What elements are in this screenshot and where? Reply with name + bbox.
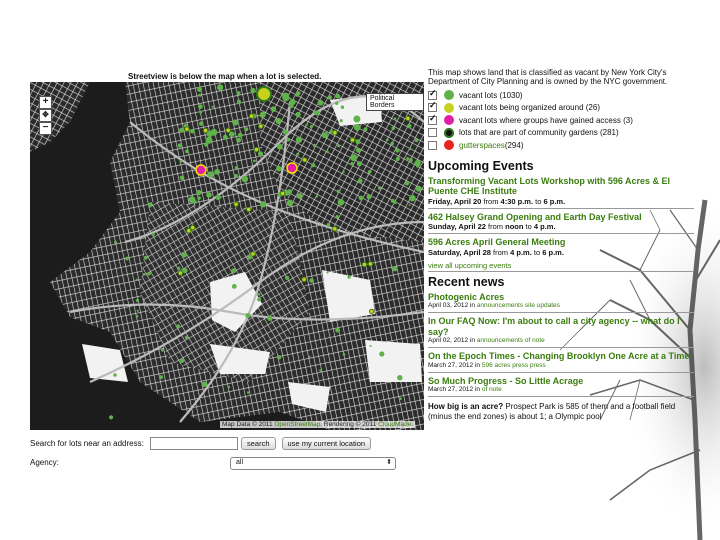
legend-label: vacant lots (1030) xyxy=(459,90,523,100)
vacant-lot-marker[interactable] xyxy=(335,94,340,99)
event-item xyxy=(428,176,694,209)
acre-text: Prospect Park is 585 of them and a football field (minus the end zones) is about 1; a Olympic pool xyxy=(428,402,676,421)
event-start: noon xyxy=(505,222,524,231)
event-from: from xyxy=(481,196,501,206)
vacant-lot-marker[interactable] xyxy=(217,84,223,90)
vacant-lot-marker[interactable] xyxy=(216,195,221,200)
zoom-in-button[interactable]: + xyxy=(39,96,52,109)
vacant-lot-marker[interactable] xyxy=(396,157,400,161)
vacant-lot-marker[interactable] xyxy=(136,279,138,281)
vacant-lot-marker[interactable] xyxy=(416,186,422,192)
vacant-lot-marker[interactable] xyxy=(367,194,372,199)
news-title-link[interactable]: So Much Progress - So Little Acrage xyxy=(428,375,584,386)
vacant-lot-marker[interactable] xyxy=(364,127,368,131)
news-item xyxy=(428,351,694,373)
legend-gutterspaces[interactable] xyxy=(428,139,694,152)
gutterspaces-link[interactable]: gutterspaces xyxy=(459,140,505,150)
vacant-lot-marker[interactable] xyxy=(305,124,308,127)
vacant-lot-marker[interactable] xyxy=(285,276,289,280)
vacant-lot-marker[interactable] xyxy=(286,138,290,142)
event-end: 6 p.m. xyxy=(543,196,566,206)
vacant-lot-marker[interactable] xyxy=(357,161,362,166)
yellow-dot-icon xyxy=(444,103,454,113)
agency-select[interactable] xyxy=(230,457,396,470)
vacant-lot-marker[interactable] xyxy=(267,316,272,321)
news-meta xyxy=(428,337,694,345)
map-description: This map shows land that is classified as vacant by New York City's Department of City Planning and is owned by the NYC government. xyxy=(428,68,668,86)
access-lot-marker[interactable] xyxy=(287,163,297,173)
select-arrows-icon: ⬍ xyxy=(386,459,392,466)
vacant-lot-marker[interactable] xyxy=(187,229,191,233)
legend-checkbox[interactable] xyxy=(428,116,437,125)
vacant-lot-marker[interactable] xyxy=(242,176,249,183)
news-date: March 27, 2012 xyxy=(428,386,474,393)
vacant-lot-marker[interactable] xyxy=(191,225,195,229)
vacant-lot-marker[interactable] xyxy=(178,271,182,275)
vacant-lot-marker[interactable] xyxy=(198,94,201,97)
vacant-lot-marker[interactable] xyxy=(333,227,337,231)
vacant-lot-marker[interactable] xyxy=(406,116,410,120)
vacant-lot-marker[interactable] xyxy=(180,359,184,363)
news-title-link[interactable]: In Our FAQ Now: I'm about to call a city agency -- what do I say? xyxy=(428,316,680,337)
news-meta xyxy=(428,386,694,394)
news-tag-link[interactable]: 596 acres press press xyxy=(481,361,546,369)
event-title-link[interactable]: 462 Halsey Grand Opening and Earth Day Festival xyxy=(428,211,642,222)
vacant-lot-marker[interactable] xyxy=(197,196,201,200)
vacant-lot-marker[interactable] xyxy=(277,355,281,359)
magenta-dot-icon xyxy=(444,115,454,125)
legend-community-gardens[interactable] xyxy=(428,127,694,140)
vacant-lot-marker[interactable] xyxy=(199,111,202,114)
view-all-events-link[interactable]: view all upcoming events xyxy=(428,260,512,270)
vacant-lot-marker[interactable] xyxy=(234,174,238,178)
legend-checkbox[interactable] xyxy=(428,128,437,137)
event-item xyxy=(428,212,694,235)
upcoming-events-heading: Upcoming Events xyxy=(428,158,534,173)
vacant-lot-marker[interactable] xyxy=(405,181,409,185)
vacant-lot-marker[interactable] xyxy=(392,266,397,271)
vacant-lot-marker[interactable] xyxy=(144,256,148,260)
news-meta xyxy=(428,362,694,370)
vacant-lot-marker[interactable] xyxy=(271,106,277,112)
vacant-lot-marker[interactable] xyxy=(316,195,318,197)
news-item xyxy=(428,292,694,314)
event-to: to xyxy=(523,222,534,231)
vacant-lot-marker[interactable] xyxy=(190,129,195,134)
vacant-lot-marker[interactable] xyxy=(328,95,332,99)
organized-lot-marker[interactable] xyxy=(257,87,271,101)
vacant-lot-marker[interactable] xyxy=(258,293,261,296)
vacant-lot-marker[interactable] xyxy=(211,129,218,136)
map-attribution xyxy=(220,421,415,428)
vacant-lot-marker[interactable] xyxy=(251,252,255,256)
vacant-lot-marker[interactable] xyxy=(356,139,361,144)
vacant-lot-marker[interactable] xyxy=(226,128,230,132)
news-meta xyxy=(428,302,694,310)
gutterspaces-count: (294) xyxy=(504,140,524,150)
vacant-lot-marker[interactable] xyxy=(350,162,354,166)
vacant-lot-marker[interactable] xyxy=(337,190,341,194)
vacant-lot-marker[interactable] xyxy=(342,171,344,173)
news-in: in xyxy=(473,361,482,369)
event-day: Friday, April 20 xyxy=(428,196,482,206)
event-end: 4 p.m. xyxy=(533,222,556,231)
green-dot-icon xyxy=(444,90,454,100)
event-to: to xyxy=(531,247,543,257)
vacant-lot-marker[interactable] xyxy=(238,133,243,138)
vacant-lot-marker[interactable] xyxy=(327,223,331,227)
dark-green-dot-icon xyxy=(444,128,454,138)
vacant-lot-marker[interactable] xyxy=(180,176,185,181)
news-tag-link[interactable]: announcements of note xyxy=(476,337,545,344)
vacant-lot-marker[interactable] xyxy=(325,132,328,135)
vacant-lot-marker[interactable] xyxy=(350,138,354,142)
news-in: in xyxy=(473,386,482,393)
event-date xyxy=(428,248,694,257)
vacant-lot-marker[interactable] xyxy=(199,121,203,125)
vacant-lot-marker[interactable] xyxy=(406,157,409,160)
vacant-lot-marker[interactable] xyxy=(247,207,251,211)
vacant-lot-marker[interactable] xyxy=(178,143,183,148)
vacant-lot-marker[interactable] xyxy=(235,166,238,169)
vacant-lot-marker[interactable] xyxy=(207,171,213,177)
use-current-location-button[interactable]: use my current location xyxy=(282,437,372,450)
vacant-lot-marker[interactable] xyxy=(249,114,253,118)
vacant-lot-marker[interactable] xyxy=(397,375,402,380)
vacant-lot-marker[interactable] xyxy=(407,124,412,129)
attribution-mid: . Rendering © 2011 xyxy=(320,421,379,428)
vacant-lot-marker[interactable] xyxy=(391,127,395,131)
vacant-lot-marker[interactable] xyxy=(232,133,235,136)
vacant-lot-marker[interactable] xyxy=(148,203,153,208)
vacant-lot-marker[interactable] xyxy=(287,200,294,207)
vacant-lot-marker[interactable] xyxy=(282,93,289,100)
vacant-lot-marker[interactable] xyxy=(415,139,419,143)
vacant-lot-marker[interactable] xyxy=(289,103,294,108)
vacant-lot-marker[interactable] xyxy=(350,154,357,161)
vacant-lot-marker[interactable] xyxy=(326,271,328,273)
legend-label: vacant lots being organized around (26) xyxy=(459,103,600,113)
vacant-lot-marker[interactable] xyxy=(399,397,402,400)
event-title-link[interactable]: Transforming Vacant Lots Workshop with 596 Acres & El Puente CHE Institute xyxy=(428,175,671,196)
sidebar xyxy=(428,66,694,422)
vacant-lot-marker[interactable] xyxy=(196,190,201,195)
search-button[interactable]: search xyxy=(241,437,276,450)
event-start: 4:30 p.m. xyxy=(500,196,534,206)
vacant-lot-marker[interactable] xyxy=(136,299,139,302)
vacant-lot-marker[interactable] xyxy=(203,128,207,132)
vacant-lot-marker[interactable] xyxy=(223,135,228,140)
vacant-lot-marker[interactable] xyxy=(109,415,113,419)
news-in: in xyxy=(468,337,477,344)
vacant-lot-marker[interactable] xyxy=(232,284,237,289)
vacant-lot-marker[interactable] xyxy=(409,158,413,162)
news-tag-link[interactable]: announcements site updates xyxy=(476,302,560,309)
red-dot-icon xyxy=(444,140,454,150)
vacant-lot-marker[interactable] xyxy=(193,200,197,204)
vacant-lot-marker[interactable] xyxy=(236,138,241,143)
vacant-lot-marker[interactable] xyxy=(250,88,255,93)
vacant-lot-marker[interactable] xyxy=(257,298,261,302)
attribution-end: . xyxy=(411,421,414,428)
vacant-lot-marker[interactable] xyxy=(359,196,364,201)
vacant-lot-marker[interactable] xyxy=(202,382,208,388)
vacant-lot-marker[interactable] xyxy=(340,119,343,122)
vacant-lot-marker[interactable] xyxy=(204,142,208,146)
legend-checkbox[interactable] xyxy=(428,141,437,150)
agency-selected-value: all xyxy=(236,459,244,466)
vacant-lot-marker[interactable] xyxy=(338,199,345,206)
event-from: from xyxy=(490,247,511,257)
vacant-lot-marker[interactable] xyxy=(214,169,220,175)
vacant-lot-marker[interactable] xyxy=(152,233,155,236)
vacant-lot-marker[interactable] xyxy=(335,328,340,333)
vacant-lot-marker[interactable] xyxy=(337,145,340,148)
event-to: to xyxy=(533,196,544,206)
vacant-lot-marker[interactable] xyxy=(362,262,366,266)
vacant-lot-marker[interactable] xyxy=(354,124,361,131)
vacant-lot-marker[interactable] xyxy=(177,267,180,270)
vacant-lot-marker[interactable] xyxy=(185,150,189,154)
legend-vacant-lots[interactable] xyxy=(428,89,694,102)
vacant-lot-marker[interactable] xyxy=(197,87,202,92)
vacant-lot-marker[interactable] xyxy=(386,139,389,142)
legend-checkbox[interactable] xyxy=(428,103,437,112)
vacant-lot-marker[interactable] xyxy=(296,153,299,156)
vacant-lot-marker[interactable] xyxy=(335,215,338,218)
political-borders-toggle[interactable]: Political Borders xyxy=(366,93,424,111)
vacant-lot-marker[interactable] xyxy=(356,148,361,153)
event-title-link[interactable]: 596 Acres April General Meeting xyxy=(428,237,566,247)
news-date: April 02, 2012 xyxy=(428,337,469,344)
search-row xyxy=(30,437,377,450)
vacant-lot-marker[interactable] xyxy=(343,353,346,356)
vacant-lot-marker[interactable] xyxy=(180,160,183,163)
zoom-out-button[interactable]: − xyxy=(39,122,52,135)
vacant-lot-marker[interactable] xyxy=(179,128,184,133)
cloudmade-link[interactable]: CloudMade xyxy=(378,421,412,428)
vacant-lot-marker[interactable] xyxy=(113,373,117,377)
vacant-lot-marker[interactable] xyxy=(409,204,411,206)
vacant-lot-marker[interactable] xyxy=(297,193,303,199)
vacant-lot-marker[interactable] xyxy=(416,165,419,168)
vacant-lot-marker[interactable] xyxy=(379,351,384,356)
vacant-lot-marker[interactable] xyxy=(311,163,315,167)
vacant-lot-marker[interactable] xyxy=(237,100,241,104)
vacant-lot-marker[interactable] xyxy=(253,160,256,163)
event-day: Sunday, April 22 xyxy=(428,222,486,231)
vacant-lots-map[interactable] xyxy=(30,82,424,430)
vacant-lot-marker[interactable] xyxy=(254,147,258,151)
vacant-lot-marker[interactable] xyxy=(276,118,282,124)
legend-access-lots[interactable] xyxy=(428,114,694,127)
event-from: from xyxy=(485,222,506,231)
event-end: 6 p.m. xyxy=(542,247,564,257)
vacant-lot-marker[interactable] xyxy=(258,151,263,156)
vacant-lot-marker[interactable] xyxy=(333,131,337,135)
attribution-prefix: Map Data © 2011 xyxy=(222,421,275,428)
vacant-lot-marker[interactable] xyxy=(114,241,117,244)
search-label: Search for lots near an address: xyxy=(30,439,144,448)
vacant-lot-marker[interactable] xyxy=(353,116,360,123)
vacant-lot-marker[interactable] xyxy=(182,268,187,273)
vacant-lot-marker[interactable] xyxy=(276,166,282,172)
vacant-lot-marker[interactable] xyxy=(260,201,266,207)
vacant-lot-marker[interactable] xyxy=(159,375,163,379)
acre-fact xyxy=(428,402,694,422)
vacant-lot-marker[interactable] xyxy=(231,268,236,273)
legend xyxy=(428,89,694,152)
vacant-lot-marker[interactable] xyxy=(136,315,139,318)
map-canvas[interactable] xyxy=(30,82,424,430)
event-day: Saturday, April 28 xyxy=(428,247,491,257)
legend-organized-lots[interactable] xyxy=(428,102,694,115)
news-in: in xyxy=(468,302,477,309)
vacant-lot-marker[interactable] xyxy=(176,324,180,328)
vacant-lot-marker[interactable] xyxy=(318,100,324,106)
vacant-lot-marker[interactable] xyxy=(247,391,249,393)
vacant-lot-marker[interactable] xyxy=(295,112,300,117)
news-date: March 27, 2012 xyxy=(428,361,474,369)
vacant-lot-marker[interactable] xyxy=(341,106,344,109)
vacant-lot-marker[interactable] xyxy=(198,104,203,109)
openstreetmap-link[interactable]: OpenStreetMap xyxy=(274,421,321,428)
vacant-lot-marker[interactable] xyxy=(143,273,145,275)
vacant-lot-marker[interactable] xyxy=(370,309,374,313)
event-date xyxy=(428,197,694,206)
news-item xyxy=(428,376,694,398)
vacant-lot-marker[interactable] xyxy=(296,137,302,143)
vacant-lot-marker[interactable] xyxy=(259,124,263,128)
vacant-lot-marker[interactable] xyxy=(319,369,321,371)
vacant-lot-marker[interactable] xyxy=(395,148,399,152)
vacant-lot-marker[interactable] xyxy=(244,127,248,131)
event-item xyxy=(428,237,694,259)
news-item xyxy=(428,316,694,348)
vacant-lot-marker[interactable] xyxy=(409,195,416,202)
vacant-lot-marker[interactable] xyxy=(185,127,189,131)
vacant-lot-marker[interactable] xyxy=(302,277,306,281)
vacant-lot-marker[interactable] xyxy=(147,272,151,276)
vacant-lot-marker[interactable] xyxy=(309,278,314,283)
legend-label: lots that are part of community gardens (281) xyxy=(459,128,619,138)
vacant-lot-marker[interactable] xyxy=(280,191,284,195)
vacant-lot-marker[interactable] xyxy=(378,187,381,190)
vacant-lot-marker[interactable] xyxy=(283,130,288,135)
vacant-lot-marker[interactable] xyxy=(310,125,313,128)
vacant-lot-marker[interactable] xyxy=(368,262,372,266)
vacant-lot-marker[interactable] xyxy=(394,117,397,120)
vacant-lot-marker[interactable] xyxy=(358,179,363,184)
legend-label: vacant lots where groups have gained access (3) xyxy=(459,115,633,125)
vacant-lot-marker[interactable] xyxy=(228,386,230,388)
vacant-lot-marker[interactable] xyxy=(245,313,250,318)
vacant-lot-marker[interactable] xyxy=(326,151,329,154)
news-title-link[interactable]: Photogenic Acres xyxy=(428,291,505,302)
streetview-note: Streetview is below the map when a lot is selected. xyxy=(128,72,322,81)
vacant-lot-marker[interactable] xyxy=(314,110,319,115)
vacant-lot-marker[interactable] xyxy=(260,112,266,118)
vacant-lot-marker[interactable] xyxy=(368,170,372,174)
vacant-lot-marker[interactable] xyxy=(182,252,187,257)
vacant-lot-marker[interactable] xyxy=(232,119,238,125)
event-start: 4 p.m. xyxy=(510,247,532,257)
vacant-lot-marker[interactable] xyxy=(335,102,338,105)
vacant-lot-marker[interactable] xyxy=(370,345,372,347)
vacant-lot-marker[interactable] xyxy=(303,158,307,162)
vacant-lot-marker[interactable] xyxy=(237,91,241,95)
vacant-lot-marker[interactable] xyxy=(309,356,311,358)
news-tag-link[interactable]: of note xyxy=(481,386,502,393)
vacant-lot-marker[interactable] xyxy=(206,192,212,198)
event-date xyxy=(428,222,694,231)
vacant-lot-marker[interactable] xyxy=(295,93,299,97)
agency-label: Agency: xyxy=(30,458,59,467)
address-search-input[interactable] xyxy=(150,437,238,450)
vacant-lot-marker[interactable] xyxy=(390,142,394,146)
vacant-lot-marker[interactable] xyxy=(234,202,238,206)
vacant-lot-marker[interactable] xyxy=(313,144,316,147)
pan-icon[interactable]: ✥ xyxy=(39,109,52,122)
vacant-lot-marker[interactable] xyxy=(393,201,396,204)
news-date: April 03, 2012 xyxy=(428,302,469,309)
legend-checkbox[interactable] xyxy=(428,91,437,100)
acre-question: How big is an acre? xyxy=(428,402,504,411)
vacant-lot-marker[interactable] xyxy=(277,144,283,150)
news-title-link[interactable]: On the Epoch Times - Changing Brooklyn One Acre at a Time xyxy=(428,351,690,361)
vacant-lot-marker[interactable] xyxy=(161,349,164,352)
vacant-lot-marker[interactable] xyxy=(212,106,214,108)
access-lot-marker[interactable] xyxy=(196,165,206,175)
vacant-lot-marker[interactable] xyxy=(347,275,350,278)
vacant-lot-marker[interactable] xyxy=(125,257,129,261)
vacant-lot-marker[interactable] xyxy=(185,336,189,340)
recent-news-heading: Recent news xyxy=(428,274,505,289)
vacant-lot-marker[interactable] xyxy=(409,147,412,150)
vacant-lot-marker[interactable] xyxy=(137,310,139,312)
